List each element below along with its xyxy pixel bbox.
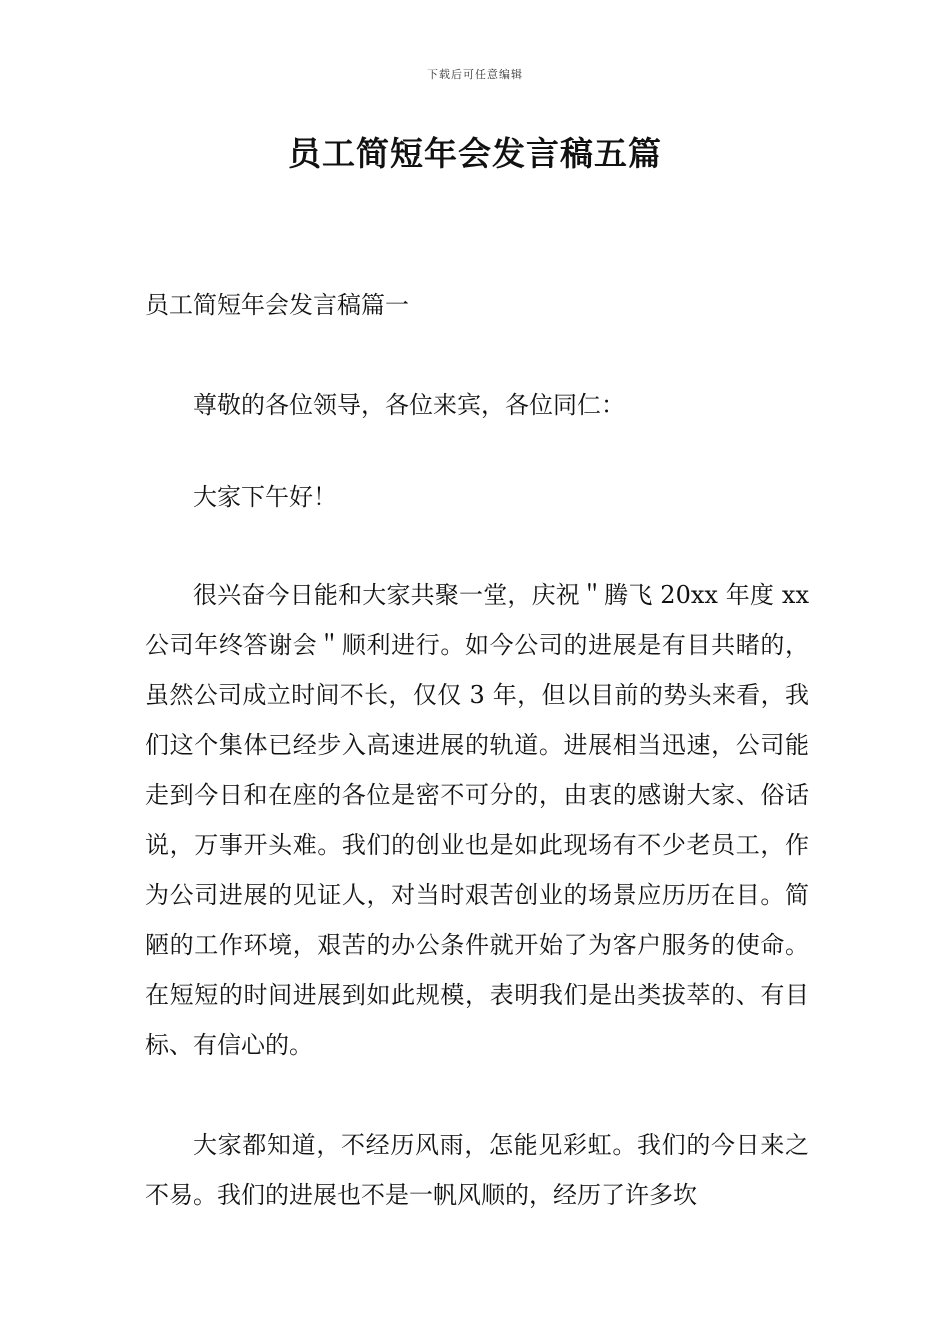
salutation-paragraph: 尊敬的各位领导，各位来宾，各位同仁：	[193, 391, 625, 419]
greeting-paragraph: 大家下午好！	[193, 483, 337, 511]
section-heading: 员工简短年会发言稿篇一	[145, 291, 409, 319]
document-body	[145, 280, 809, 1220]
body-paragraph: 大家都知道，不经历风雨，怎能见彩虹。我们的今日来之不易。我们的进展也不是一帆风顺的，经历了许多坎	[145, 1131, 809, 1209]
header-note: 下载后可任意编辑	[427, 68, 523, 81]
document-title: 员工简短年会发言稿五篇	[288, 134, 662, 173]
body-paragraph: 很兴奋今日能和大家共聚一堂，庆祝＂腾飞 20xx 年度 xx 公司年终答谢会＂顺利进行。如今公司的进展是有目共睹的，虽然公司成立时间不长，仅仅 3 年，但以目前的势头来看，我们这个集体已经步入高速进展的轨道。进展相当迅速，公司能走到今日和在座的各位是密不可分的，由衷的感谢大家、俗话说，万事开头难。我们的创业也是如此现场有不少老员工，作为公司进展的见证人，对当时艰苦创业的场景应历历在目。简陋的工作环境，艰苦的办公条件就开始了为客户服务的使命。在短短的时间进展到如此规模，表明我们是出类拔萃的、有目标、有信心的。	[145, 581, 809, 1059]
